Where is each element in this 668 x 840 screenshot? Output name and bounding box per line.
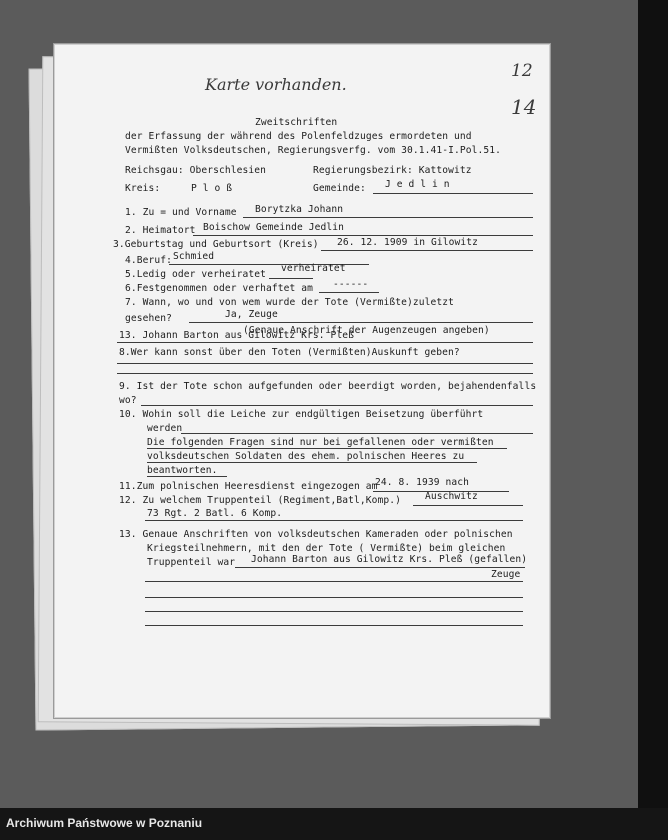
field-7-hint: (Genaue Anschrift der Augenzeugen angeben) xyxy=(243,325,490,336)
archive-footer xyxy=(0,808,668,840)
notice-underline-3 xyxy=(147,476,227,477)
q12-value-1: Auschwitz xyxy=(425,491,478,502)
gemeinde-value: J e d l i n xyxy=(385,179,450,190)
field-3-underline xyxy=(321,250,533,251)
reichsgau-label: Reichsgau: Oberschlesien xyxy=(125,165,267,176)
field-5-label: 5.Ledig oder verheiratet xyxy=(125,269,267,280)
field-4-value: Schmied xyxy=(173,251,215,262)
field-7-value: Ja, Zeuge xyxy=(225,309,278,320)
field-10-label: 10. Wohin soll die Leiche zur endgültigen Beisetzung überführt xyxy=(119,409,484,420)
field-6-value: ------ xyxy=(333,279,369,290)
q13-underline-1 xyxy=(235,567,525,568)
kreis-label: Kreis: xyxy=(125,183,161,194)
kreis-value: P l o ß xyxy=(191,183,233,194)
field-1-value: Borytzka Johann xyxy=(255,204,344,215)
field-2-value: Boischow Gemeinde Jedlin xyxy=(203,222,345,233)
field-5-value: verheiratet xyxy=(281,263,346,274)
field-1-underline xyxy=(243,217,533,218)
archive-name: Archiwum Państwowe w Poznaniu xyxy=(6,816,203,830)
field-5-underline xyxy=(269,278,313,279)
field-3-value: 26. 12. 1909 in Gilowitz xyxy=(337,237,479,248)
q13-underline-3 xyxy=(145,597,523,598)
q13-line-2: Kriegsteilnehmern, mit den der Tote ( Vermißte) beim gleichen xyxy=(147,543,506,554)
q12-label: 12. Zu welchem Truppenteil (Regiment,Batl,Komp.) xyxy=(119,495,402,506)
field-7-underline xyxy=(189,322,533,323)
document-subtitle-1: der Erfassung der während des Polenfeldzuges ermordeten und xyxy=(125,131,472,142)
field-10b-label: werden xyxy=(147,423,183,434)
page-number-bottom: 14 xyxy=(511,95,537,119)
q13-line-1: 13. Genaue Anschriften von volksdeutschen Kameraden oder polnischen xyxy=(119,529,513,540)
q13-underline-5 xyxy=(145,625,523,626)
field-6-label: 6.Festgenommen oder verhaftet am xyxy=(125,283,314,294)
field-7-hint-underline xyxy=(117,342,533,343)
field-1-label: 1. Zu = und Vorname xyxy=(125,207,237,218)
field-10-underline xyxy=(181,433,533,434)
gemeinde-label: Gemeinde: xyxy=(313,183,366,194)
field-3-label: 3.Geburtstag und Geburtsort (Kreis) xyxy=(113,239,319,250)
q12-underline-2 xyxy=(145,520,523,521)
field-4-label: 4.Beruf: xyxy=(125,255,173,266)
notice-line-3: beantworten. xyxy=(147,465,218,476)
scan-edge xyxy=(638,0,668,808)
q13-line-3: Truppenteil war xyxy=(147,557,236,568)
q11-label: 11.Zum polnischen Heeresdienst eingezogen am xyxy=(119,481,378,492)
q13-underline-2 xyxy=(145,581,523,582)
field-6-underline xyxy=(319,292,379,293)
field-9b-label: wo? xyxy=(119,395,137,406)
q12-underline-1 xyxy=(413,505,523,506)
notice-line-1: Die folgenden Fragen sind nur bei gefallenen oder vermißten xyxy=(147,437,494,448)
field-8-underline-2 xyxy=(117,373,533,374)
q11-value: 24. 8. 1939 nach xyxy=(375,477,470,488)
q13-underline-4 xyxy=(145,611,523,612)
field-9-underline xyxy=(141,405,533,406)
gemeinde-underline xyxy=(373,193,533,194)
notice-line-2: volksdeutschen Soldaten des ehem. polnischen Heeres zu xyxy=(147,451,465,462)
page-number-top: 12 xyxy=(511,61,533,81)
notice-underline-2 xyxy=(147,462,477,463)
document-page xyxy=(54,44,550,718)
field-2-label: 2. Heimatort xyxy=(125,225,196,236)
field-9-label: 9. Ist der Tote schon aufgefunden oder beerdigt worden, bejahendenfalls xyxy=(119,381,537,392)
q13-witness: Zeuge xyxy=(491,569,521,580)
field-2-underline xyxy=(193,235,533,236)
field-7-witness: 13. Johann Barton aus Gilowitz Krs. Pleß xyxy=(119,330,355,341)
q12-value-2: 73 Rgt. 2 Batl. 6 Komp. xyxy=(147,508,283,519)
field-7-label: 7. Wann, wo und von wem wurde der Tote (Vermißte)zuletzt xyxy=(125,297,455,308)
regierungsbezirk-label: Regierungsbezirk: Kattowitz xyxy=(313,165,472,176)
field-8-underline-1 xyxy=(117,363,533,364)
field-7b-label: gesehen? xyxy=(125,313,173,324)
q13-value: Johann Barton aus Gilowitz Krs. Pleß (gefallen) xyxy=(251,554,528,565)
notice-underline-1 xyxy=(147,448,507,449)
document-subtitle-2: Vermißten Volksdeutschen, Regierungsverfg. vom 30.1.41-I.Pol.51. xyxy=(125,145,502,156)
handwritten-note: Karte vorhanden. xyxy=(205,75,347,94)
field-8-label: 8.Wer kann sonst über den Toten (Vermißten)Auskunft geben? xyxy=(119,347,460,358)
document-title: Zweitschriften xyxy=(255,117,338,128)
